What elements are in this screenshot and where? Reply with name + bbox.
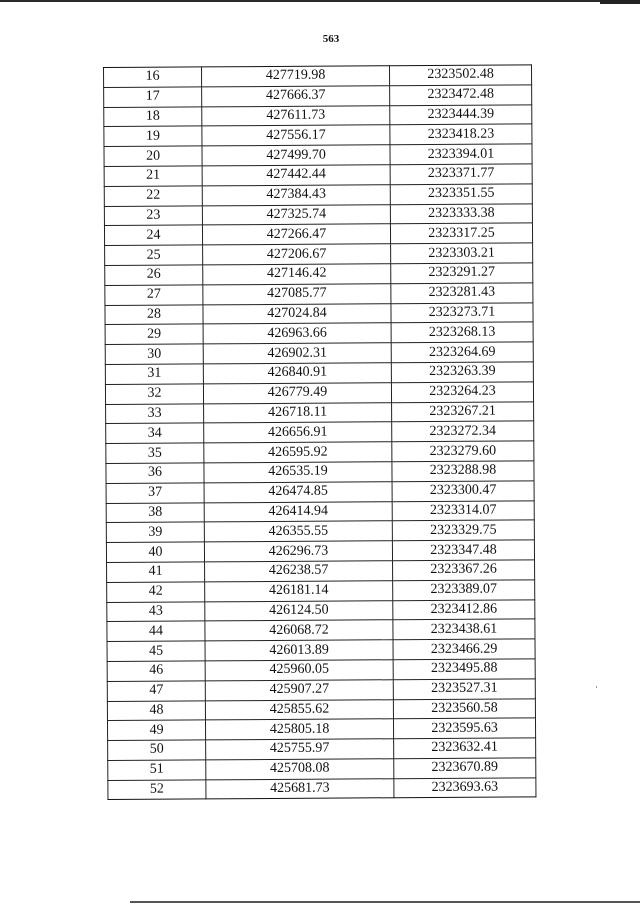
x-coordinate-cell: 427384.43 (202, 185, 390, 206)
x-coordinate-cell: 426840.91 (203, 363, 391, 384)
x-coordinate-cell: 426902.31 (203, 343, 391, 364)
point-number-cell: 32 (105, 384, 203, 404)
point-number-cell: 20 (104, 146, 202, 166)
table-row (105, 302, 533, 324)
point-number-cell: 19 (104, 126, 202, 146)
y-coordinate-cell: 2323264.69 (391, 342, 533, 363)
table-row (107, 698, 535, 720)
scan-speck (596, 686, 597, 688)
y-coordinate-cell: 2323412.86 (393, 599, 535, 620)
y-coordinate-cell: 2323502.48 (389, 65, 531, 86)
x-coordinate-cell: 426124.50 (205, 600, 393, 621)
table-row (106, 520, 534, 542)
y-coordinate-cell: 2323394.01 (390, 144, 532, 165)
table-row (108, 738, 536, 760)
y-coordinate-cell: 2323281.43 (391, 283, 533, 304)
table-row (107, 718, 535, 740)
point-number-cell: 52 (108, 780, 206, 800)
point-number-cell: 27 (105, 285, 203, 305)
x-coordinate-cell: 426718.11 (204, 402, 392, 423)
coordinates-table-body (104, 65, 536, 800)
x-coordinate-cell: 425855.62 (205, 699, 393, 720)
x-coordinate-cell: 426656.91 (204, 422, 392, 443)
point-number-cell: 29 (105, 324, 203, 344)
coordinates-table (103, 64, 536, 800)
point-number-cell: 23 (104, 205, 202, 225)
y-coordinate-cell: 2323367.26 (393, 560, 535, 581)
point-number-cell: 51 (108, 760, 206, 780)
table-row (107, 580, 535, 602)
x-coordinate-cell: 427085.77 (203, 284, 391, 305)
x-coordinate-cell: 426181.14 (205, 580, 393, 601)
point-number-cell: 21 (104, 166, 202, 186)
y-coordinate-cell: 2323472.48 (390, 85, 532, 106)
scan-edge-bottom (130, 901, 640, 903)
y-coordinate-cell: 2323300.47 (392, 481, 534, 502)
point-number-cell: 18 (104, 106, 202, 126)
table-row (105, 322, 533, 344)
table-row (108, 758, 536, 780)
x-coordinate-cell: 425805.18 (205, 719, 393, 740)
table-row (105, 243, 533, 265)
point-number-cell: 31 (105, 364, 203, 384)
y-coordinate-cell: 2323267.21 (392, 401, 534, 422)
x-coordinate-cell: 427611.73 (202, 105, 390, 126)
table-row (104, 223, 532, 245)
y-coordinate-cell: 2323288.98 (392, 461, 534, 482)
y-coordinate-cell: 2323273.71 (391, 302, 533, 323)
x-coordinate-cell: 427442.44 (202, 165, 390, 186)
y-coordinate-cell: 2323495.88 (393, 659, 535, 680)
y-coordinate-cell: 2323314.07 (392, 500, 534, 521)
y-coordinate-cell: 2323444.39 (390, 104, 532, 125)
x-coordinate-cell: 427719.98 (202, 66, 390, 87)
x-coordinate-cell: 426238.57 (205, 561, 393, 582)
y-coordinate-cell: 2323264.23 (391, 382, 533, 403)
table-row (107, 619, 535, 641)
x-coordinate-cell: 427666.37 (202, 86, 390, 107)
y-coordinate-cell: 2323263.39 (391, 362, 533, 383)
x-coordinate-cell: 426414.94 (204, 501, 392, 522)
table-row (106, 540, 534, 562)
point-number-cell: 34 (106, 423, 204, 443)
y-coordinate-cell: 2323632.41 (394, 738, 536, 759)
point-number-cell: 36 (106, 463, 204, 483)
table-row (107, 599, 535, 621)
table-row (104, 124, 532, 146)
point-number-cell: 24 (104, 225, 202, 245)
point-number-cell: 41 (107, 562, 205, 582)
x-coordinate-cell: 427325.74 (202, 204, 390, 225)
x-coordinate-cell: 426595.92 (204, 442, 392, 463)
x-coordinate-cell: 426474.85 (204, 481, 392, 502)
point-number-cell: 35 (106, 443, 204, 463)
point-number-cell: 28 (105, 304, 203, 324)
y-coordinate-cell: 2323291.27 (391, 263, 533, 284)
x-coordinate-cell: 425960.05 (205, 660, 393, 681)
point-number-cell: 48 (107, 700, 205, 720)
table-row (106, 500, 534, 522)
y-coordinate-cell: 2323438.61 (393, 619, 535, 640)
point-number-cell: 30 (105, 344, 203, 364)
x-coordinate-cell: 427024.84 (203, 303, 391, 324)
y-coordinate-cell: 2323670.89 (394, 758, 536, 779)
y-coordinate-cell: 2323347.48 (392, 540, 534, 561)
x-coordinate-cell: 427266.47 (202, 224, 390, 245)
y-coordinate-cell: 2323560.58 (393, 698, 535, 719)
page-number: 563 (322, 33, 340, 45)
table-row (104, 184, 532, 206)
point-number-cell: 17 (104, 87, 202, 107)
table-row (104, 144, 532, 166)
point-number-cell: 50 (108, 740, 206, 760)
y-coordinate-cell: 2323268.13 (391, 322, 533, 343)
y-coordinate-cell: 2323279.60 (392, 441, 534, 462)
x-coordinate-cell: 427206.67 (203, 244, 391, 265)
table-row (104, 203, 532, 225)
table-row (104, 164, 532, 186)
point-number-cell: 43 (107, 601, 205, 621)
y-coordinate-cell: 2323527.31 (393, 679, 535, 700)
point-number-cell: 22 (104, 186, 202, 206)
point-number-cell: 42 (107, 582, 205, 602)
x-coordinate-cell: 427146.42 (203, 264, 391, 285)
x-coordinate-cell: 425681.73 (206, 778, 394, 799)
table-row (105, 263, 533, 285)
x-coordinate-cell: 426296.73 (204, 541, 392, 562)
table-row (104, 104, 532, 126)
y-coordinate-cell: 2323371.77 (390, 164, 532, 185)
x-coordinate-cell: 425755.97 (206, 739, 394, 760)
y-coordinate-cell: 2323351.55 (390, 184, 532, 205)
table-row (107, 659, 535, 681)
scan-edge-corner (600, 0, 640, 4)
point-number-cell: 25 (105, 245, 203, 265)
point-number-cell: 44 (107, 621, 205, 641)
table-row (107, 639, 535, 661)
point-number-cell: 46 (107, 661, 205, 681)
y-coordinate-cell: 2323329.75 (392, 520, 534, 541)
table-row (105, 283, 533, 305)
table-row (104, 65, 532, 87)
point-number-cell: 47 (107, 681, 205, 701)
table-row (105, 382, 533, 404)
x-coordinate-cell: 427556.17 (202, 125, 390, 146)
table-row (106, 421, 534, 443)
point-number-cell: 39 (106, 522, 204, 542)
y-coordinate-cell: 2323418.23 (390, 124, 532, 145)
y-coordinate-cell: 2323389.07 (393, 580, 535, 601)
point-number-cell: 45 (107, 641, 205, 661)
table-row (108, 778, 536, 800)
y-coordinate-cell: 2323466.29 (393, 639, 535, 660)
x-coordinate-cell: 427499.70 (202, 145, 390, 166)
x-coordinate-cell: 426535.19 (204, 462, 392, 483)
table-row (105, 342, 533, 364)
point-number-cell: 33 (106, 403, 204, 423)
scan-edge-top (0, 0, 640, 2)
table-row (106, 401, 534, 423)
point-number-cell: 40 (106, 542, 204, 562)
x-coordinate-cell: 426013.89 (205, 640, 393, 661)
table-row (107, 560, 535, 582)
table-row (107, 679, 535, 701)
x-coordinate-cell: 426068.72 (205, 620, 393, 641)
x-coordinate-cell: 425907.27 (205, 679, 393, 700)
table-row (106, 461, 534, 483)
x-coordinate-cell: 426779.49 (203, 382, 391, 403)
x-coordinate-cell: 426355.55 (204, 521, 392, 542)
y-coordinate-cell: 2323693.63 (394, 778, 536, 799)
point-number-cell: 49 (107, 720, 205, 740)
table-row (106, 441, 534, 463)
y-coordinate-cell: 2323595.63 (393, 718, 535, 739)
point-number-cell: 26 (105, 265, 203, 285)
table-row (104, 85, 532, 107)
point-number-cell: 37 (106, 483, 204, 503)
x-coordinate-cell: 426963.66 (203, 323, 391, 344)
y-coordinate-cell: 2323333.38 (390, 203, 532, 224)
y-coordinate-cell: 2323317.25 (390, 223, 532, 244)
point-number-cell: 16 (104, 67, 202, 87)
y-coordinate-cell: 2323272.34 (392, 421, 534, 442)
table-row (106, 481, 534, 503)
point-number-cell: 38 (106, 502, 204, 522)
table-row (105, 362, 533, 384)
x-coordinate-cell: 425708.08 (206, 759, 394, 780)
y-coordinate-cell: 2323303.21 (391, 243, 533, 264)
